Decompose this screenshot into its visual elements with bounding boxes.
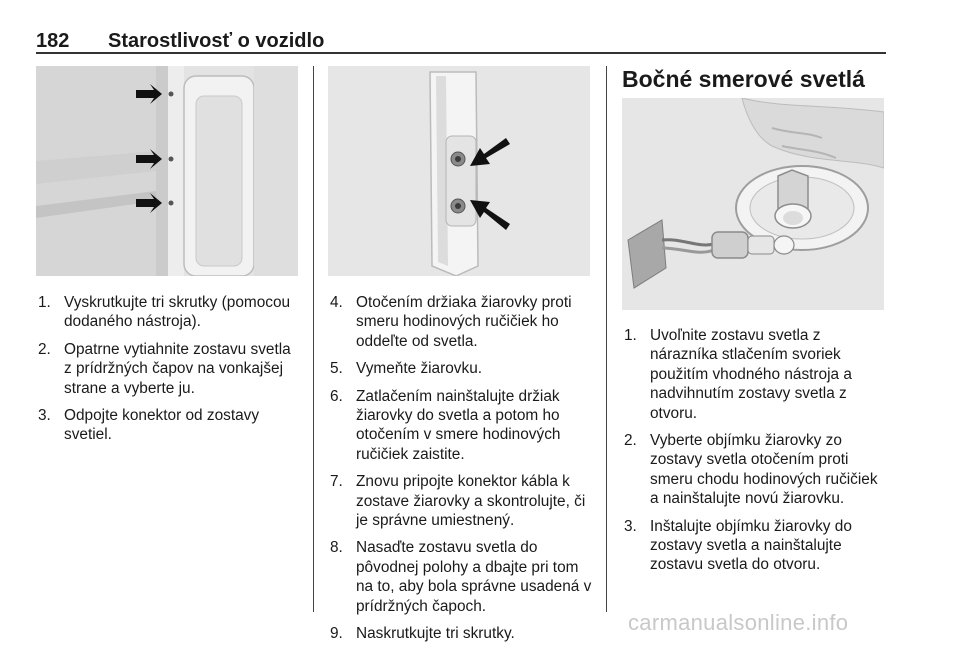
column-divider-1: [313, 66, 314, 612]
step-text: Vymeňte žiarovku.: [356, 360, 483, 378]
list-item: [38, 406, 300, 445]
section-title: Bočné smerové svetlá: [622, 66, 865, 92]
page-number: 182: [36, 30, 70, 52]
step-number: 2.: [38, 340, 51, 358]
step-text: Vyskrutkujte tri skrutky (pomocou dodaného nástroja).: [64, 294, 291, 331]
step-number: 4.: [330, 294, 343, 311]
step-number: 7.: [330, 473, 343, 491]
step-text: Inštalujte objímku žiarovky do zostavy svetla a nainštalujte zostavu svetla do otvoru.: [650, 517, 852, 574]
watermark: carmanualsonline.info: [628, 610, 849, 635]
column3-step-list: [624, 326, 890, 583]
list-item: [38, 293, 300, 332]
list-item: [624, 326, 890, 423]
header-rule: [36, 52, 886, 54]
step-number: 9.: [330, 625, 343, 643]
column2-step-list: [330, 293, 594, 652]
list-item: [38, 340, 300, 398]
step-text: Naskrutkujte tri skrutky.: [356, 625, 515, 643]
step-text: Vyberte objímku žiarovky zo zostavy svetla otočením proti smeru chodu hodinových ručičiek a nainštalujte novú žiarovku.: [650, 432, 878, 508]
list-item: [330, 293, 594, 351]
step-number: 1.: [624, 327, 637, 344]
step-text: Nasaďte zostavu svetla do pôvodnej polohy a dbajte pri tom na to, aby bola správne usadená v prídržných čapoch.: [356, 539, 592, 615]
list-item: [330, 538, 594, 616]
column-divider-2: [606, 66, 607, 612]
list-item: [330, 472, 594, 530]
list-item: [330, 359, 594, 378]
list-item: [624, 517, 890, 575]
step-text: Zatlačením nainštalujte držiak žiarovky do svetla a potom ho otočením v smere hodinových ručičiek zaistite.: [356, 387, 561, 463]
column1-step-list: [38, 293, 300, 453]
bulb-holder-figure: [328, 66, 590, 276]
chapter-title: Starostlivosť o vozidlo: [108, 30, 325, 52]
bulb-holder-illustration: [328, 66, 590, 276]
step-number: 5.: [330, 360, 343, 378]
step-text: Opatrne vytiahnite zostavu svetla z prídržných čapov na vonkajšej strane a vyberte ju.: [64, 340, 291, 397]
side-indicator-illustration: [622, 98, 884, 310]
step-number: 2.: [624, 432, 637, 450]
side-indicator-figure: [622, 98, 884, 310]
list-item: [330, 624, 594, 643]
step-number: 3.: [624, 517, 637, 535]
step-number: 6.: [330, 387, 343, 405]
step-text: Otočením držiaka žiarovky proti smeru hodinových ručičiek ho oddeľte od svetla.: [356, 294, 572, 350]
step-number: 3.: [38, 407, 51, 425]
tail-light-screws-illustration: [36, 66, 298, 276]
step-text: Uvoľnite zostavu svetla z nárazníka stlačením svoriek použitím vhodného nástroja a nadvihnutím zostavy svetla z otvoru.: [650, 327, 852, 422]
step-number: 8.: [330, 539, 343, 557]
step-text: Odpojte konektor od zostavy svetiel.: [64, 407, 260, 444]
step-number: 1.: [38, 294, 51, 311]
step-text: Znovu pripojte konektor kábla k zostave žiarovky a skontrolujte, či je správne umiestnený.: [356, 473, 586, 530]
list-item: [330, 387, 594, 465]
list-item: [624, 431, 890, 509]
tail-light-screws-figure: [36, 66, 298, 276]
